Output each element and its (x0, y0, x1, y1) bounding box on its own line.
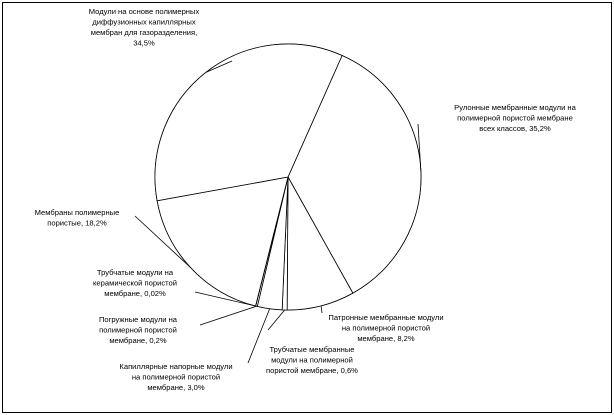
slice-label-line: полимерной пористой мембране (457, 113, 573, 123)
slice-label-line: мембран для газоразделения, (90, 28, 198, 37)
slice-label-line: мембране, 8,2% (357, 334, 415, 343)
slice-label-line: Модули на основе полимерных (88, 7, 200, 16)
slice-label-6 (35, 208, 120, 228)
slice-label-3 (119, 362, 232, 392)
slice-label-line: Трубчатые модули на (96, 268, 174, 277)
slice-label-line: Патронные мембранные модули (328, 313, 444, 322)
leader-line-1 (321, 306, 322, 313)
slice-label-4 (99, 315, 178, 345)
slice-label-line: керамической пористой (93, 278, 177, 288)
slice-label-line: Мембраны полимерные (34, 208, 120, 217)
slice-label-line: пористые, 18,2% (47, 218, 107, 228)
slice-label-line: на полимерной пористой (131, 372, 221, 382)
slice-label-line: мембране, 3,0% (147, 383, 205, 392)
slice-label-line: полимерной пористой (99, 325, 177, 335)
slice-label-line: мембране, 0,2% (109, 336, 167, 345)
slice-label-line: Рулонные мембранные модули на (454, 103, 576, 112)
slice-label-0 (454, 103, 576, 133)
leader-line-4 (200, 306, 257, 325)
leader-line-3 (248, 309, 270, 363)
slice-label-line: Погружные модули на (98, 315, 178, 324)
slice-label-2 (266, 345, 358, 375)
slice-label-line: 34,5% (133, 38, 155, 48)
slice-label-line: модули на полимерной (271, 355, 353, 365)
leader-line-2 (268, 310, 285, 330)
slice-label-5 (93, 268, 177, 298)
slice-label-line: мембране, 0,02% (104, 289, 166, 298)
slice-label-line: Капиллярные напорные модули (119, 362, 233, 371)
slice-label-line: Трубчатые мембранные (269, 345, 355, 354)
slice-label-1 (328, 313, 443, 343)
slice-label-line: диффузионных капиллярных (92, 17, 196, 27)
slice-label-line: всех классов, 35,2% (479, 124, 551, 133)
slice-label-line: на полимерной пористой (341, 323, 431, 333)
slice-label-line: пористой мембране, 0,6% (266, 366, 358, 375)
slice-label-7 (89, 7, 200, 48)
